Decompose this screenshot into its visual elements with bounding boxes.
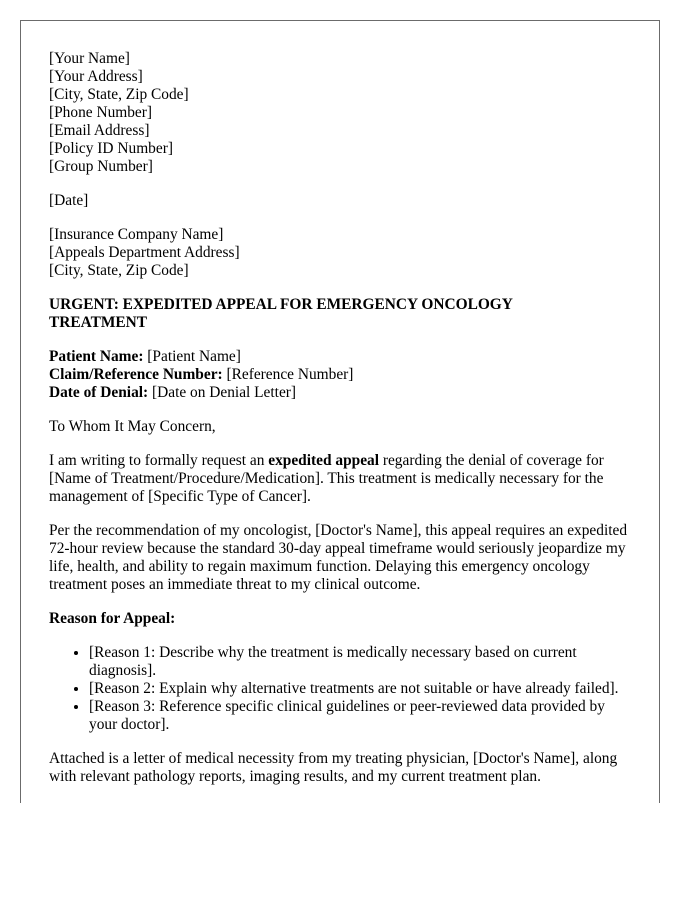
body-paragraph-2: Per the recommendation of my oncologist, [Doctor's Name], this appeal requires an expedited 72-hour review because the standard 30-day appeal timeframe would seriously jeopardize my life, health, and ability to regain maximum function. Delaying this emergency oncology treatment poses an immediate threat to my clinical outcome. bbox=[49, 522, 628, 593]
reasons-heading: Reason for Appeal: bbox=[49, 610, 176, 627]
recipient-city-state-zip: [City, State, Zip Code] bbox=[49, 262, 189, 279]
recipient-address-block bbox=[49, 226, 630, 280]
sender-phone: [Phone Number] bbox=[49, 104, 153, 121]
reason-item: • [Reason 3: Reference specific clinical guidelines or peer-reviewed data provided by your doctor]. bbox=[89, 698, 630, 734]
patient-name-value: [Patient Name] bbox=[143, 348, 241, 365]
denial-date-label: Date of Denial: bbox=[49, 384, 149, 401]
sender-name: [Your Name] bbox=[49, 50, 130, 67]
claim-number-row bbox=[49, 366, 630, 384]
recipient-company: [Insurance Company Name] bbox=[49, 226, 224, 243]
paragraph-1-rest: regarding the denial of coverage for [Name of Treatment/Procedure/Medication]. This treatment is medically necessary for the management of [Specific Type of Cancer]. bbox=[49, 452, 604, 505]
sender-email: [Email Address] bbox=[49, 122, 150, 139]
body-paragraph-1 bbox=[49, 452, 630, 506]
denial-date-value: [Date on Denial Letter] bbox=[148, 384, 297, 401]
claim-number-label: Claim/Reference Number: bbox=[49, 366, 223, 383]
reason-item: • [Reason 1: Describe why the treatment is medically necessary based on current diagnosis]. bbox=[89, 644, 630, 680]
sender-address: [Your Address] bbox=[49, 68, 143, 85]
letter-page bbox=[20, 20, 660, 803]
denial-date-row bbox=[49, 384, 630, 402]
patient-name-row bbox=[49, 348, 630, 366]
paragraph-1-emphasis: expedited appeal bbox=[268, 452, 379, 469]
salutation: To Whom It May Concern, bbox=[49, 418, 216, 435]
paragraph-1-intro: I am writing to formally request an bbox=[49, 452, 269, 469]
claim-number-value: [Reference Number] bbox=[222, 366, 354, 383]
patient-name-label: Patient Name: bbox=[49, 348, 144, 365]
sender-address-block bbox=[49, 50, 630, 176]
recipient-address: [Appeals Department Address] bbox=[49, 244, 240, 261]
body-paragraph-3: Attached is a letter of medical necessity from my treating physician, [Doctor's Name], along with relevant pathology reports, imaging results, and my current treatment plan. bbox=[49, 750, 618, 785]
letter-content bbox=[21, 21, 659, 786]
date-block bbox=[49, 192, 630, 210]
letter-date: [Date] bbox=[49, 192, 89, 209]
sender-group-number: [Group Number] bbox=[49, 158, 153, 175]
case-details-block bbox=[49, 348, 630, 402]
reason-item: • [Reason 2: Explain why alternative treatments are not suitable or have already failed]. bbox=[89, 680, 630, 698]
reasons-list bbox=[49, 644, 630, 734]
sender-city-state-zip: [City, State, Zip Code] bbox=[49, 86, 189, 103]
sender-policy-id: [Policy ID Number] bbox=[49, 140, 173, 157]
subject-line: URGENT: EXPEDITED APPEAL FOR EMERGENCY ONCOLOGY TREATMENT bbox=[49, 296, 513, 331]
